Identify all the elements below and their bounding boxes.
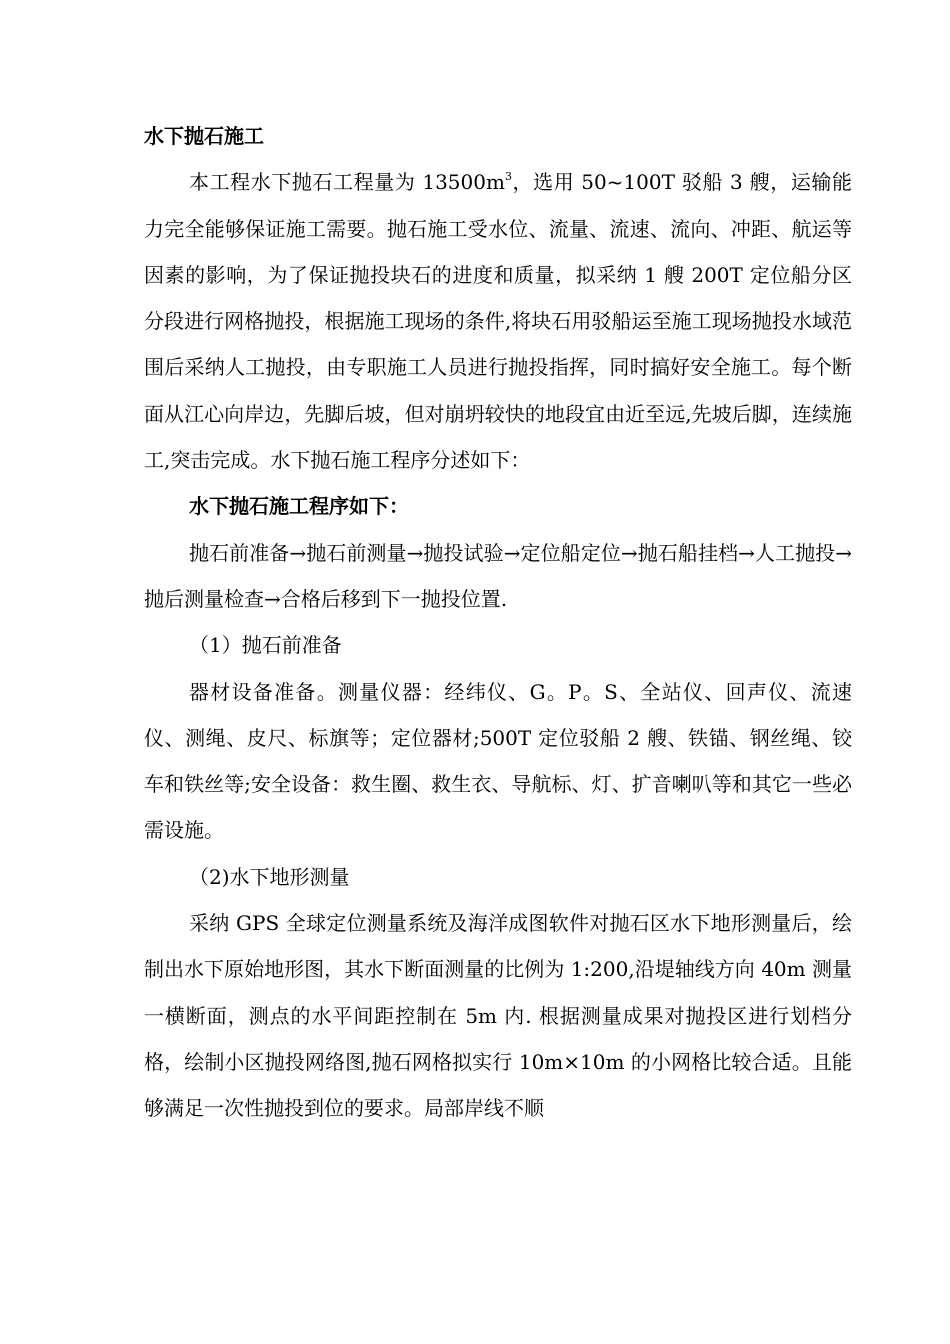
intro-text-start: 本工程水下抛石工程量为 13500m bbox=[189, 170, 505, 195]
procedure-heading: 水下抛石施工程序如下： bbox=[189, 494, 409, 519]
section1-body: 器材设备准备。测量仪器：经纬仪、G。P。S、全站仪、回声仪、流速仪、测绳、皮尺、标旗等；定位器材;500T 定位驳船 2 艘、铁锚、钢丝绳、铰车和铁丝等;安全设备：救生圈、救生衣、导航标、灯、扩音喇叭等和其它一些必需设施。 bbox=[144, 679, 852, 843]
unit-superscript: 3 bbox=[504, 170, 512, 184]
section2-body: 采纳 GPS 全球定位测量系统及海洋成图软件对抛石区水下地形测量后，绘制出水下原始地形图，其水下断面测量的比例为 1:200,沿堤轴线方向 40m 测量一横断面，测点的水平间距控制在 5m 内. 根据测量成果对抛投区进行划档分格，绘制小区抛投网络图,抛石网格拟实行 10m×10m 的小网格比较合适。且能够满足一次性抛投到位的要求。局部岸线不顺 bbox=[144, 911, 852, 1121]
procedure-flow: 抛石前准备→抛石前测量→抛投试验→定位船定位→抛石船挂档→人工抛投→抛后测量检查→合格后移到下一抛投位置. bbox=[144, 540, 852, 611]
intro-paragraph bbox=[144, 159, 852, 483]
section-title: 水下抛石施工 bbox=[144, 124, 264, 148]
document-body bbox=[144, 113, 852, 1132]
section2-title: （2)水下地形测量 bbox=[189, 864, 350, 889]
section1-title: （1）抛石前准备 bbox=[189, 633, 342, 658]
intro-text-rest: ，选用 50~100T 驳船 3 艘，运输能力完全能够保证施工需要。抛石施工受水位、流量、流速、流向、冲距、航运等因素的影响，为了保证抛投块石的进度和质量，拟采纳 1 艘 200T 定位船分区分段进行网格抛投，根据施工现场的条件,将块石用驳船运至施工现场抛投水域范围后采纳人工抛投，由专职施工人员进行抛投指挥，同时搞好安全施工。每个断面从江心向岸边，先脚后坡，但对崩坍较快的地段宜由近至远,先坡后脚，连续施工,突击完成。水下抛石施工程序分述如下： bbox=[144, 170, 852, 473]
